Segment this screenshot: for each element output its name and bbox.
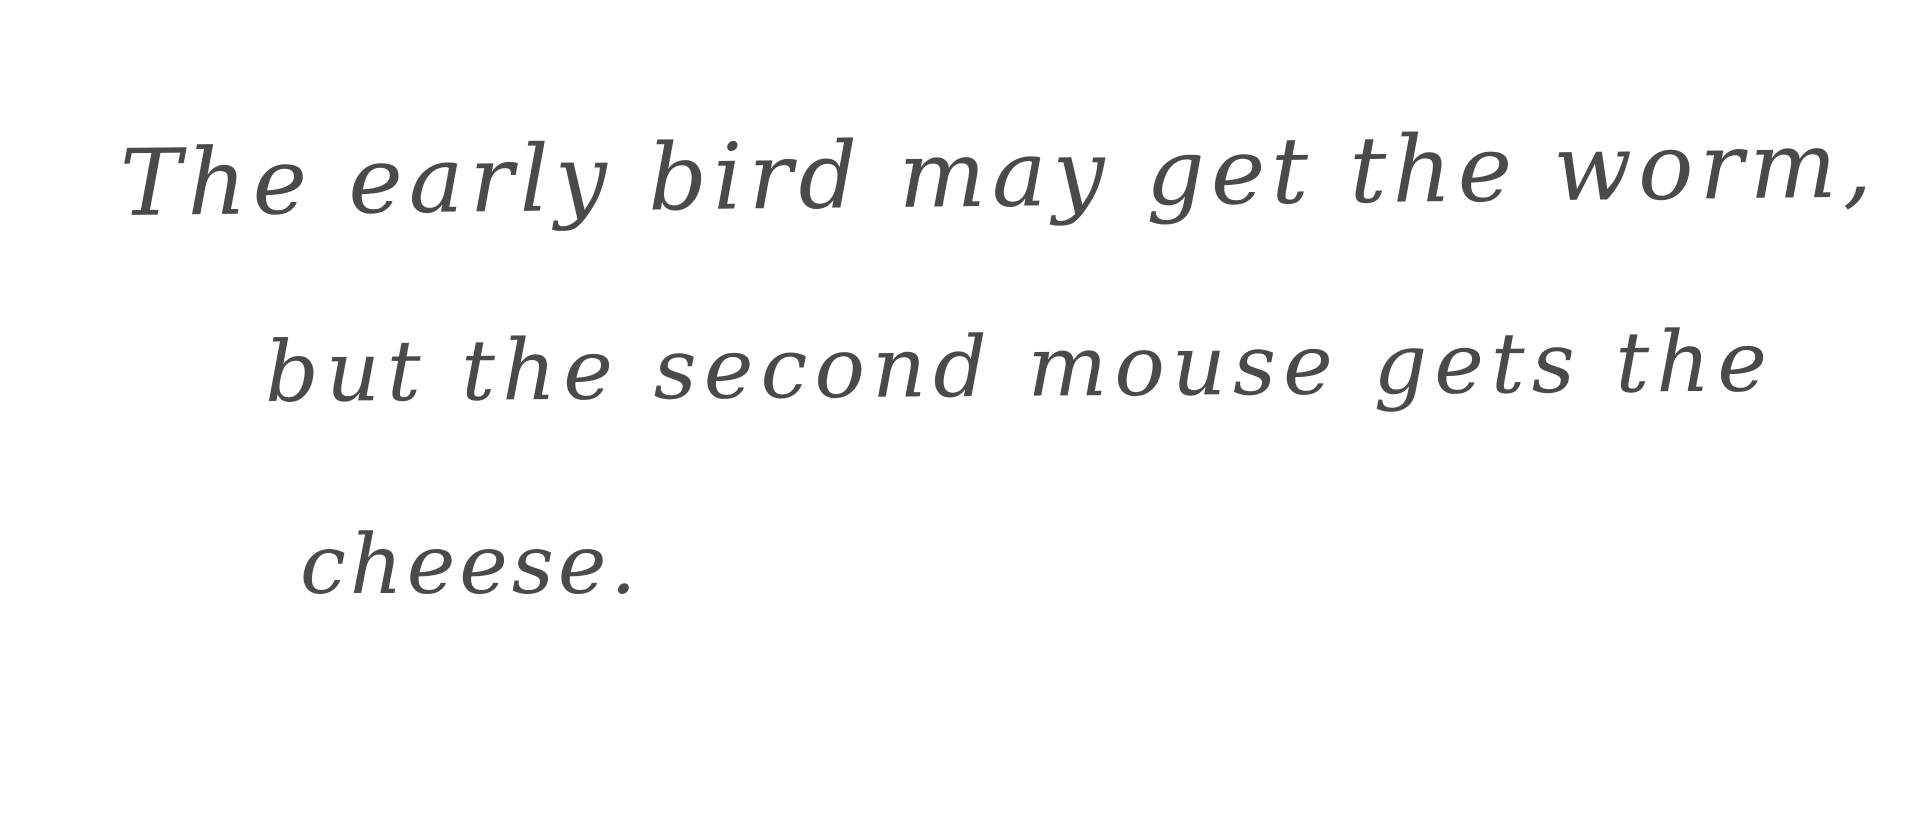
handwriting-line-2: but the second mouse gets the: [264, 312, 1775, 421]
handwriting-line-3: cheese.: [300, 518, 641, 613]
handwriting-line-1: The early bird may get the worm,: [119, 111, 1879, 237]
